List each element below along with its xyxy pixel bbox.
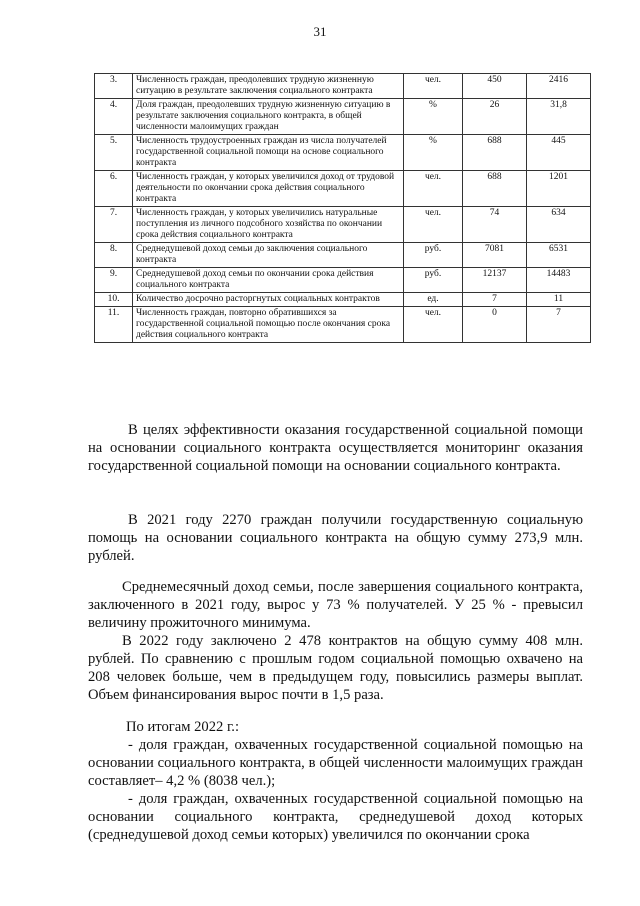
page-number: 31 bbox=[313, 24, 327, 39]
unit-cell: чел. bbox=[404, 171, 463, 207]
paragraph-income-growth: Среднемесячный доход семьи, после завершения социального контракта, заключенного в 2021 году, вырос у 73 % получателей. У 25 % - превысил величину прожиточного минимума. bbox=[88, 579, 583, 631]
value-cell-1: 12137 bbox=[463, 268, 527, 293]
value-cell-1: 26 bbox=[463, 99, 527, 135]
indicators-table-body bbox=[95, 74, 591, 343]
table-row bbox=[95, 171, 591, 207]
table-row bbox=[95, 99, 591, 135]
indicator-name: Количество досрочно расторгнутых социальных контрактов bbox=[133, 293, 404, 307]
row-number: 5. bbox=[95, 135, 133, 171]
table-row bbox=[95, 207, 591, 243]
value-cell-1: 0 bbox=[463, 307, 527, 343]
value-cell-2: 6531 bbox=[527, 243, 591, 268]
unit-cell: % bbox=[404, 135, 463, 171]
unit-cell: руб. bbox=[404, 268, 463, 293]
paragraph-monitoring: В целях эффективности оказания государственной социальной помощи на основании социального контракта осуществляется мониторинг оказания государственной социальной помощи на основании социального контракта. bbox=[88, 422, 583, 474]
unit-cell: чел. bbox=[404, 74, 463, 99]
list-item-share-income-increased: - доля граждан, охваченных государственной социальной помощью на основании социального контракта, среднедушевой доход которых (среднедушевой доход семьи которых) увеличился по окончании срока bbox=[88, 791, 583, 843]
indicator-name: Численность граждан, у которых увеличились натуральные поступления из личного подсобного хозяйства по окончании срока действия социального контракта bbox=[133, 207, 404, 243]
table-row bbox=[95, 293, 591, 307]
unit-cell: чел. bbox=[404, 207, 463, 243]
value-cell-1: 688 bbox=[463, 171, 527, 207]
row-number: 3. bbox=[95, 74, 133, 99]
unit-cell: % bbox=[404, 99, 463, 135]
table-row bbox=[95, 268, 591, 293]
value-cell-2: 31,8 bbox=[527, 99, 591, 135]
value-cell-1: 7081 bbox=[463, 243, 527, 268]
value-cell-2: 2416 bbox=[527, 74, 591, 99]
unit-cell: руб. bbox=[404, 243, 463, 268]
paragraph-2022-contracts: В 2022 году заключено 2 478 контрактов на общую сумму 408 млн. рублей. По сравнению с прошлым годом социальной помощью охвачено на 208 человек больше, чем в предыдущем году, повысились размеры выплат. Объем финансирования вырос почти в 1,5 раза. bbox=[88, 633, 583, 703]
list-item-share-covered: - доля граждан, охваченных государственной социальной помощью на основании социального контракта, в общей численности малоимущих граждан составляет– 4,2 % (8038 чел.); bbox=[88, 737, 583, 789]
table-row bbox=[95, 74, 591, 99]
row-number: 7. bbox=[95, 207, 133, 243]
unit-cell: чел. bbox=[404, 307, 463, 343]
indicator-name: Доля граждан, преодолевших трудную жизненную ситуацию в результате заключения социального контракта, в общей численности малоимущих граждан bbox=[133, 99, 404, 135]
indicators-table bbox=[94, 73, 591, 343]
row-number: 11. bbox=[95, 307, 133, 343]
row-number: 10. bbox=[95, 293, 133, 307]
value-cell-1: 450 bbox=[463, 74, 527, 99]
indicator-name: Среднедушевой доход семьи по окончании срока действия социального контракта bbox=[133, 268, 404, 293]
row-number: 9. bbox=[95, 268, 133, 293]
value-cell-2: 7 bbox=[527, 307, 591, 343]
value-cell-1: 688 bbox=[463, 135, 527, 171]
value-cell-2: 634 bbox=[527, 207, 591, 243]
indicator-name: Численность трудоустроенных граждан из числа получателей государственной социальной помощи на основе социального контракта bbox=[133, 135, 404, 171]
indicator-name: Численность граждан, преодолевших трудную жизненную ситуацию в результате заключения социального контракта bbox=[133, 74, 404, 99]
value-cell-1: 74 bbox=[463, 207, 527, 243]
row-number: 4. bbox=[95, 99, 133, 135]
table-row bbox=[95, 135, 591, 171]
paragraph-2022-summary: По итогам 2022 г.: bbox=[126, 719, 240, 735]
value-cell-2: 14483 bbox=[527, 268, 591, 293]
row-number: 8. bbox=[95, 243, 133, 268]
table-row bbox=[95, 243, 591, 268]
indicator-name: Среднедушевой доход семьи до заключения социального контракта bbox=[133, 243, 404, 268]
unit-cell: ед. bbox=[404, 293, 463, 307]
paragraph-2021-results: В 2021 году 2270 граждан получили государственную социальную помощь на основании социального контракта на общую сумму 273,9 млн. рублей. bbox=[88, 512, 583, 564]
value-cell-2: 11 bbox=[527, 293, 591, 307]
indicator-name: Численность граждан, у которых увеличился доход от трудовой деятельности по окончании срока действия социального контракта bbox=[133, 171, 404, 207]
value-cell-2: 445 bbox=[527, 135, 591, 171]
row-number: 6. bbox=[95, 171, 133, 207]
value-cell-1: 7 bbox=[463, 293, 527, 307]
value-cell-2: 1201 bbox=[527, 171, 591, 207]
indicator-name: Численность граждан, повторно обратившихся за государственной социальной помощью после окончания срока действия социального контракта bbox=[133, 307, 404, 343]
table-row bbox=[95, 307, 591, 343]
